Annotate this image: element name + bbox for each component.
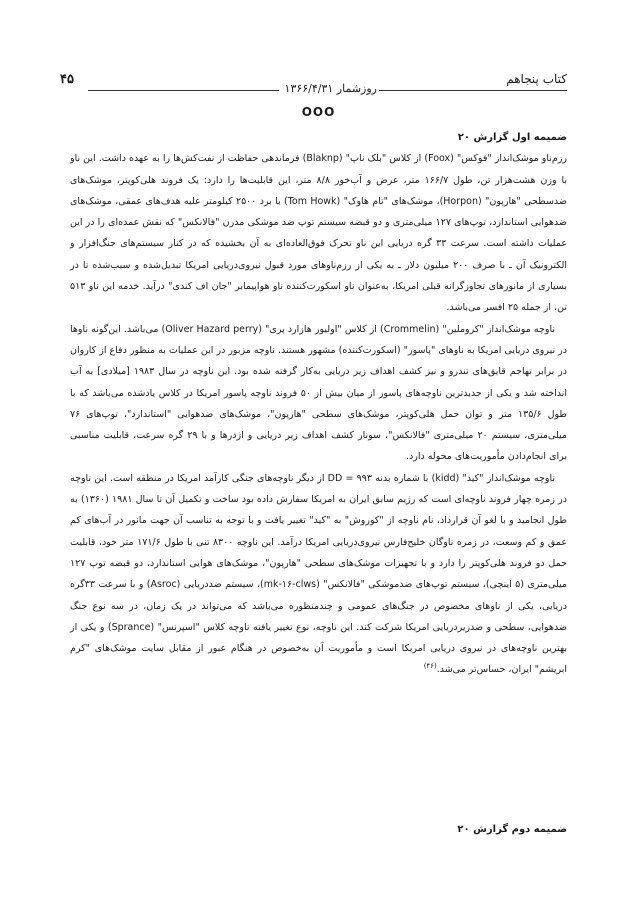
paragraph-foox: رزم‌ناو موشک‌انداز "فوکس" (Foox) از کلاس "بلک ناپ" (Blaknp) فرماندهی حفاظت از نفت‌کش‌ها را به عهده داشت. این ناو با وزن هشت‌هزار تن، طول ۱۶۶/۷ متر، عرض و آب‌خور ۸/۸ متر، این قابلیت‌ها را دارد: یک فروند هلی‌کوپتر، موشک‌های ضدسطحی "هارپون" (Horpon)، موشک‌های "تام هاوک" (Tom Howk) با برد ۲۵۰۰ کیلومتر علیه هدف‌های عمقی، موشک‌های ضدهوایی استاندارد، توپ‌های ۱۲۷ میلی‌متری و دو قبضه سیستم توپ ضد موشکی مدرن "فالانکس" که نقش عمده‌ای را در این عملیات داشته است. سرعت ۳۳ گره دریایی این ناو تحرک فوق‌العاده‌ای به آن بخشیده که در کنار سیستم‌های جنگ‌افزار و الکترونیک آن ـ با صرف ۲۰۰ میلیون دلار ـ به یکی از رزم‌ناوهای مورد قبول نیروی‌دریایی امریکا تبدیل‌شده و سبب‌شده تا در بسیاری از مانورهای تجاوزگرانه قبلی امریکا، به‌عنوان ناو اسکورت‌کننده ناو هواپیمابر "جان اف کندی" درآید. خدمه این ناو ۵۱۳ تن، از جمله ۲۵ افسر می‌باشد. bbox=[70, 153, 567, 314]
paragraph-kidd bbox=[70, 468, 567, 681]
book-title: کتاب پنجاهم bbox=[506, 72, 567, 86]
paragraph-kidd-text: ناوچه موشک‌انداز "کید" (kidd) با شماره بدنه DD = ۹۹۳ از دیگر ناوچه‌های جنگی کارآمد امریکا در منطقه است. این ناوچه در زمره چهار فروند ناوچه‌ای است که رژیم سابق ایران به امریکا سفارش داده بود ساخت و تکمیل آن تا سال ۱۹۸۱ (۱۳۶۰) به طول انجامید و با لغو آن قرارداد، نام ناوچه از "کوروش" به "کید" تغییر یافت و با توجه به تناسب آن جهت مانور در آب‌های کم عمق و کم وسعت، در زمره ناوگان خلیج‌فارس نیروی‌دریایی امریکا درآمد. این ناوچه ۸۳۰۰ تنی با طول ۱۷۱/۶ متر خود، قابلیت حمل دو فروند هلی‌کوپتر را دارد و با تجهیزات موشک‌های سطحی "هارپون"، موشک‌های هوایی استاندارد، دو قبضه توپ ۱۲۷ میلی‌متری (۵ اینچی)، سیستم توپ‌های ضدموشکی "فالانکس" (mk-۱۶-clws)، سیستم ضددریایی (Asroc) و با سرعت ۳۳گره دریایی، یکی از ناوهای مخصوص در جنگ‌های عمومی و چندمنظوره می‌باشد که می‌تواند در یک زمان، در سه نوع جنگ ضدهوایی، سطحی و ضدزیردریایی امریکا شرکت کند. این ناوچه، نوع تغییر یافته ناوچه کلاس "اسپرنس" (Sprance) و یکی از بهترین ناوچه‌های در نیروی دریایی امریکا است و مأموریت آن به‌خصوص در هنگام عبور از مقابل سایت موشک‌های "کرم ابریشم" ایران، حساس‌تر می‌شد. bbox=[70, 472, 567, 676]
footnote-reference: (۴۶) bbox=[423, 662, 437, 671]
diary-date: روزشمار ۱۳۶۶/۴/۳۱ bbox=[284, 82, 377, 95]
section-separator: OOO bbox=[301, 105, 336, 119]
page-number: ۴۵ bbox=[60, 72, 74, 87]
annex-one bbox=[70, 127, 567, 681]
annex-two-title: ضمیمه دوم گزارش ۲۰ bbox=[457, 824, 567, 835]
paragraph-crommelin: ناوچه موشک‌انداز "کروملین" (Crommelin) از کلاس "اولیور هازارد پری" (Oliver Hazard perry) می‌باشد. این‌گونه ناوها در نیروی دریایی امریکا به ناوهای "پاسور" (اسکورت‌کننده) مشهور هستند. ناوچه مزبور در این عملیات به منظور دفاع از کاروان در برابر تهاجم قایق‌های تندرو و نیز کشف اهداف زیر دریایی به‌کار گرفته شده بود. این ناوچه در سال ۱۹۸۳ [میلادی] به آب انداخته شد و یکی از جدیدترین ناوچه‌های پاسور از میان بیش از ۵۰ فروند ناوچه پاسور امریکا در کلاس یادشده می‌باشد که با طول ۱۳۵/۶ متر و توان حمل هلی‌کوپتر، موشک‌های سطحی "هارپون"، موشک‌های ضدهوایی "استاندارد"، توپ‌های ۷۶ میلی‌متری، سیستم ۲۰ میلی‌متری "فالانکس"، سونار کشف اهداف زیر دریایی و اژدرها و با ۲۹ گره سرعت، قابلیت مناسبی برای انجام‌دادن مأموریت‌های محوله دارد. bbox=[70, 323, 567, 463]
running-header bbox=[60, 72, 567, 94]
annex-one-title: ضمیمه اول گزارش ۲۰ bbox=[457, 132, 567, 143]
